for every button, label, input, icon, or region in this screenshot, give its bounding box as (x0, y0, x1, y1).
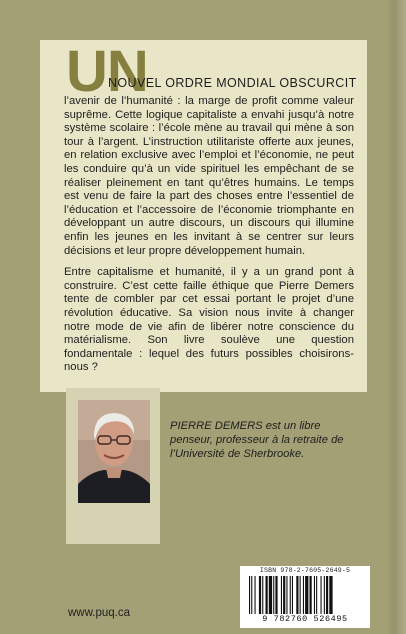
barcode-bar (283, 576, 285, 614)
barcode-bar (255, 576, 256, 614)
barcode-bar (305, 576, 308, 614)
barcode-bar (290, 576, 291, 614)
barcode-bar (259, 576, 261, 614)
barcode-bar (316, 576, 317, 614)
publisher-website: www.puq.ca (68, 607, 131, 619)
barcode-bar (296, 576, 298, 614)
author-photo (78, 400, 150, 503)
isbn-label: ISBN 978-2-7605-2649-5 (259, 567, 351, 574)
barcode-bar (251, 576, 252, 614)
barcode-bar (286, 576, 287, 614)
back-cover-text-panel (40, 40, 367, 392)
lead-in-text: NOUVEL ORDRE MONDIAL OBSCURCIT (108, 76, 357, 90)
barcode-bar (314, 576, 315, 614)
barcode-bar (300, 576, 301, 614)
barcode-bar (303, 576, 304, 614)
blurb-paragraph-2: Entre capitalisme et humanité, il y a un grand pont à construire. C’est cette faille éthique que Pierre Demers tente de combler par cet essai portant le projet d’une révolution éducative. Sa vision nous invite à changer notre mode de vie afin de libérer notre conscience du matérialisme. Son livre soulève une question fondamentale : lequel des futurs possibles choisirons-nous ? (64, 266, 354, 374)
blurb-paragraph-1: l’avenir de l’humanité : la marge de profit comme valeur suprême. Cette logique capitaliste a envahi jusqu’à notre système scolaire : l’école mène au travail qui mène à son tour à l’argent. L’instruction utilitariste offerte aux jeunes, en relation exclusive avec l’emploi et l’économie, ne peut les conduire qu’à un vide spirituel les empêchant de se réaliser pleinement en tant qu’êtres humains. Le temps est venu de faire la part des choses entre l’essentiel de l’éducation et l’accessoire de l’économie triomphante en développant un autre discours, un discours qui illumine enfin les jeunes en les invitant à se centrer sur leurs décisions et leur propre développement humain. (64, 95, 354, 257)
blurb (64, 95, 354, 375)
barcode-graphic (248, 576, 362, 614)
barcode-bar (281, 576, 282, 614)
spine-edge (386, 0, 406, 634)
author-bio-text: est un libre penseur, professeur à la retraite de l’Université de Sherbrooke. (170, 420, 344, 460)
drop-cap: UN (66, 39, 148, 104)
author-bio (170, 419, 358, 461)
barcode-bar (273, 576, 274, 614)
author-name: PIERRE DEMERS (170, 420, 263, 432)
barcode-bar (326, 576, 328, 614)
barcode-number: 9 782760 526495 (262, 614, 348, 624)
barcode-bar (249, 576, 250, 614)
barcode-bar (269, 576, 272, 614)
barcode-bar (262, 576, 263, 614)
barcode-bar (324, 576, 325, 614)
barcode-bar (310, 576, 312, 614)
barcode-bar (321, 576, 322, 614)
barcode-bar (292, 576, 293, 614)
barcode-bar (266, 576, 268, 614)
barcode-box (240, 566, 370, 628)
barcode-bar (329, 576, 332, 614)
barcode-bar (275, 576, 277, 614)
